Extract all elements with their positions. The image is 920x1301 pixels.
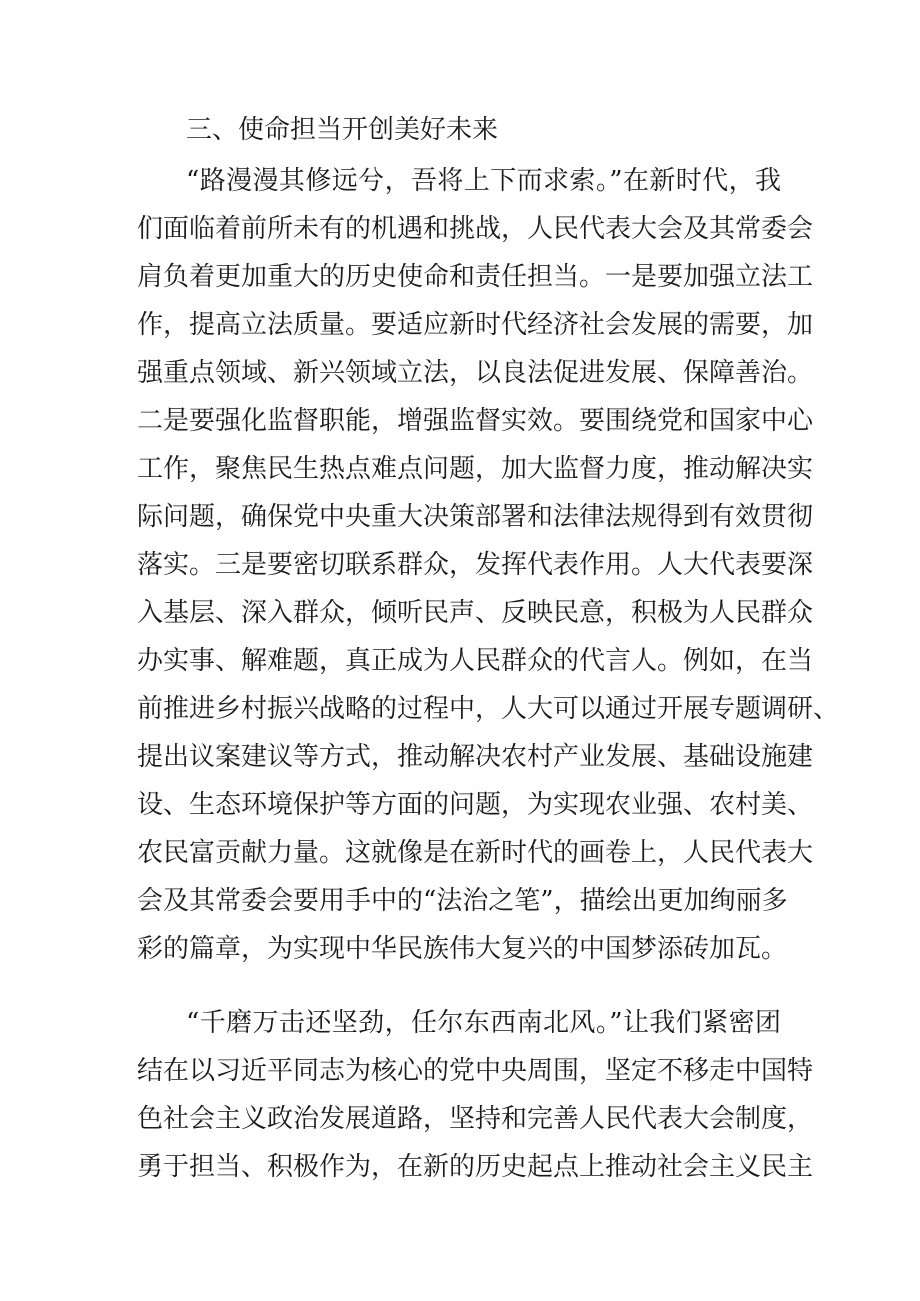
paragraph-line: 作，提高立法质量。要适应新时代经济社会发展的需要，加	[137, 310, 814, 340]
paragraph-line: 结在以习近平同志为核心的党中央周围，坚定不移走中国特	[137, 1056, 814, 1086]
paragraph-line: “千磨万击还坚劲，任尔东西南北风。”让我们紧密团	[186, 1008, 781, 1038]
paragraph-line: 办实事、解难题，真正成为人民群众的代言人。例如，在当	[137, 646, 814, 676]
section-heading: 三、使命担当开创美好未来	[186, 115, 499, 145]
paragraph-line: 们面临着前所未有的机遇和挑战，人民代表大会及其常委会	[137, 214, 814, 244]
paragraph-line: 提出议案建议等方式，推动解决农村产业发展、基础设施建	[137, 742, 814, 772]
paragraph-line: 设、生态环境保护等方面的问题，为实现农业强、农村美、	[137, 790, 814, 820]
paragraph-line: 强重点领域、新兴领域立法，以良法促进发展、保障善治。	[137, 358, 814, 388]
paragraph-line: 工作，聚焦民生热点难点问题，加大监督力度，推动解决实	[137, 454, 814, 484]
paragraph-line: 农民富贡献力量。这就像是在新时代的画卷上，人民代表大	[137, 838, 814, 868]
paragraph-line: “路漫漫其修远兮，吾将上下而求索。”在新时代，我	[186, 166, 781, 196]
paragraph-line: 落实。三是要密切联系群众，发挥代表作用。人大代表要深	[137, 550, 814, 580]
paragraph-line: 会及其常委会要用手中的“法治之笔”，描绘出更加绚丽多	[137, 886, 788, 916]
paragraph-line: 际问题，确保党中央重大决策部署和法律法规得到有效贯彻	[137, 502, 814, 532]
paragraph-line: 肩负着更加重大的历史使命和责任担当。一是要加强立法工	[137, 262, 814, 292]
paragraph-line: 彩的篇章，为实现中华民族伟大复兴的中国梦添砖加瓦。	[137, 934, 788, 964]
paragraph-line: 二是要强化监督职能，增强监督实效。要围绕党和国家中心	[137, 406, 814, 436]
paragraph-line: 色社会主义政治发展道路，坚持和完善人民代表大会制度，	[137, 1104, 814, 1134]
paragraph-line: 入基层、深入群众，倾听民声、反映民意，积极为人民群众	[137, 598, 814, 628]
paragraph-line: 前推进乡村振兴战略的过程中，人大可以通过开展专题调研、	[137, 694, 840, 724]
paragraph-line: 勇于担当、积极作为，在新的历史起点上推动社会主义民主	[137, 1152, 814, 1182]
